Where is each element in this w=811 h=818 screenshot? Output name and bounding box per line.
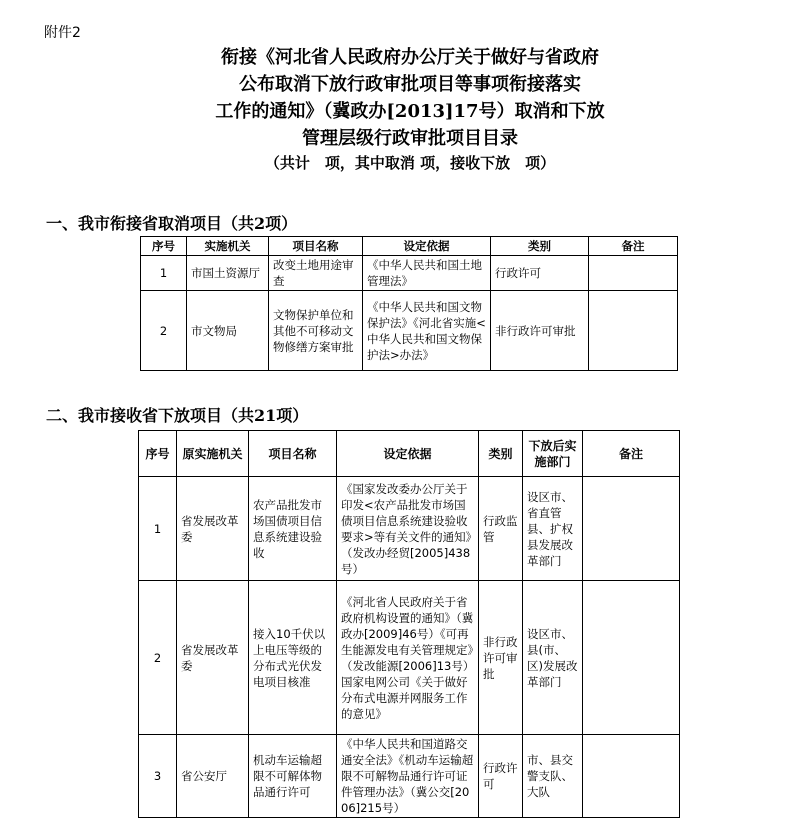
table-cell: 《国家发改委办公厅关于印发<农产品批发市场国债项目信息系统建设验收要求>等有关文件的通知》（发改办经贸[2005]438号）	[337, 477, 479, 581]
table-cell	[583, 581, 680, 735]
document-subtitle: （共计 项，其中取消 项，接收下放 项）	[264, 154, 556, 172]
header-cell: 备注	[583, 431, 680, 477]
table-cell	[589, 256, 678, 291]
table-header-row	[139, 431, 680, 477]
table-cell	[589, 291, 678, 371]
title-line: 公布取消下放行政审批项目等事项衔接落实	[239, 74, 581, 95]
header-cell: 下放后实施部门	[523, 431, 583, 477]
header-cell: 类别	[491, 237, 589, 256]
table-cell: 机动车运输超限不可解体物品通行许可	[249, 735, 337, 818]
table-cell: 市国土资源厅	[187, 256, 269, 291]
section2-heading: 二、我市接收省下放项目（共21项）	[46, 406, 309, 425]
header-cell: 类别	[479, 431, 523, 477]
table-cell: 文物保护单位和其他不可移动文物修缮方案审批	[269, 291, 363, 371]
table-cell: 2	[141, 291, 187, 371]
table-cell: 《中华人民共和国道路交通安全法》《机动车运输超限不可解物品通行许可证件管理办法》（冀公交[2006]215号）	[337, 735, 479, 818]
header-cell: 项目名称	[249, 431, 337, 477]
title-line: 衔接《河北省人民政府办公厅关于做好与省政府	[221, 47, 599, 68]
table-cell: 1	[139, 477, 177, 581]
table-cell: 设区市、县(市、区)发展改革部门	[523, 581, 583, 735]
header-cell: 序号	[141, 237, 187, 256]
header-cell: 实施机关	[187, 237, 269, 256]
header-cell: 项目名称	[269, 237, 363, 256]
title-line: 工作的通知》（冀政办[2013]17号）取消和下放	[215, 101, 605, 122]
table-cell: 省发展改革委	[177, 477, 249, 581]
table-cell: 《中华人民共和国土地管理法》	[363, 256, 491, 291]
header-cell: 序号	[139, 431, 177, 477]
cancelled-items-table	[140, 236, 678, 371]
table-cell: 3	[139, 735, 177, 818]
table-row	[141, 291, 678, 371]
header-cell: 设定依据	[337, 431, 479, 477]
title-line: 管理层级行政审批项目目录	[302, 128, 518, 149]
table-cell: 《中华人民共和国文物保护法》《河北省实施<中华人民共和国文物保护法>办法》	[363, 291, 491, 371]
table-cell: 2	[139, 581, 177, 735]
delegated-items-table	[138, 430, 680, 818]
header-cell: 设定依据	[363, 237, 491, 256]
table-cell: 非行政许可审批	[479, 581, 523, 735]
table-row	[139, 735, 680, 818]
table-cell: 农产品批发市场国债项目信息系统建设验收	[249, 477, 337, 581]
table-header-row	[141, 237, 678, 256]
table-cell: 《河北省人民政府关于省政府机构设置的通知》（冀政办[2009]46号）《可再生能源发电有关管理规定》（发改能源[2006]13号）国家电网公司《关于做好分布式电源并网服务工作的意见》	[337, 581, 479, 735]
table-cell: 行政许可	[491, 256, 589, 291]
attachment-label: 附件2	[44, 25, 81, 41]
table-cell: 行政监管	[479, 477, 523, 581]
table-row	[141, 256, 678, 291]
table-cell: 市、县交警支队、大队	[523, 735, 583, 818]
table-cell: 改变土地用途审查	[269, 256, 363, 291]
table-cell	[583, 477, 680, 581]
table-cell: 1	[141, 256, 187, 291]
table-cell: 省公安厅	[177, 735, 249, 818]
table-cell: 省发展改革委	[177, 581, 249, 735]
table-cell: 市文物局	[187, 291, 269, 371]
table-row	[139, 477, 680, 581]
table-row	[139, 581, 680, 735]
table-cell: 非行政许可审批	[491, 291, 589, 371]
header-cell: 备注	[589, 237, 678, 256]
header-cell: 原实施机关	[177, 431, 249, 477]
table-cell: 设区市、省直管县、扩权县发展改革部门	[523, 477, 583, 581]
table-cell: 行政许可	[479, 735, 523, 818]
table-cell	[583, 735, 680, 818]
document-title	[150, 44, 670, 152]
section1-heading: 一、我市衔接省取消项目（共2项）	[46, 214, 298, 233]
table-cell: 接入10千伏以上电压等级的分布式光伏发电项目核准	[249, 581, 337, 735]
